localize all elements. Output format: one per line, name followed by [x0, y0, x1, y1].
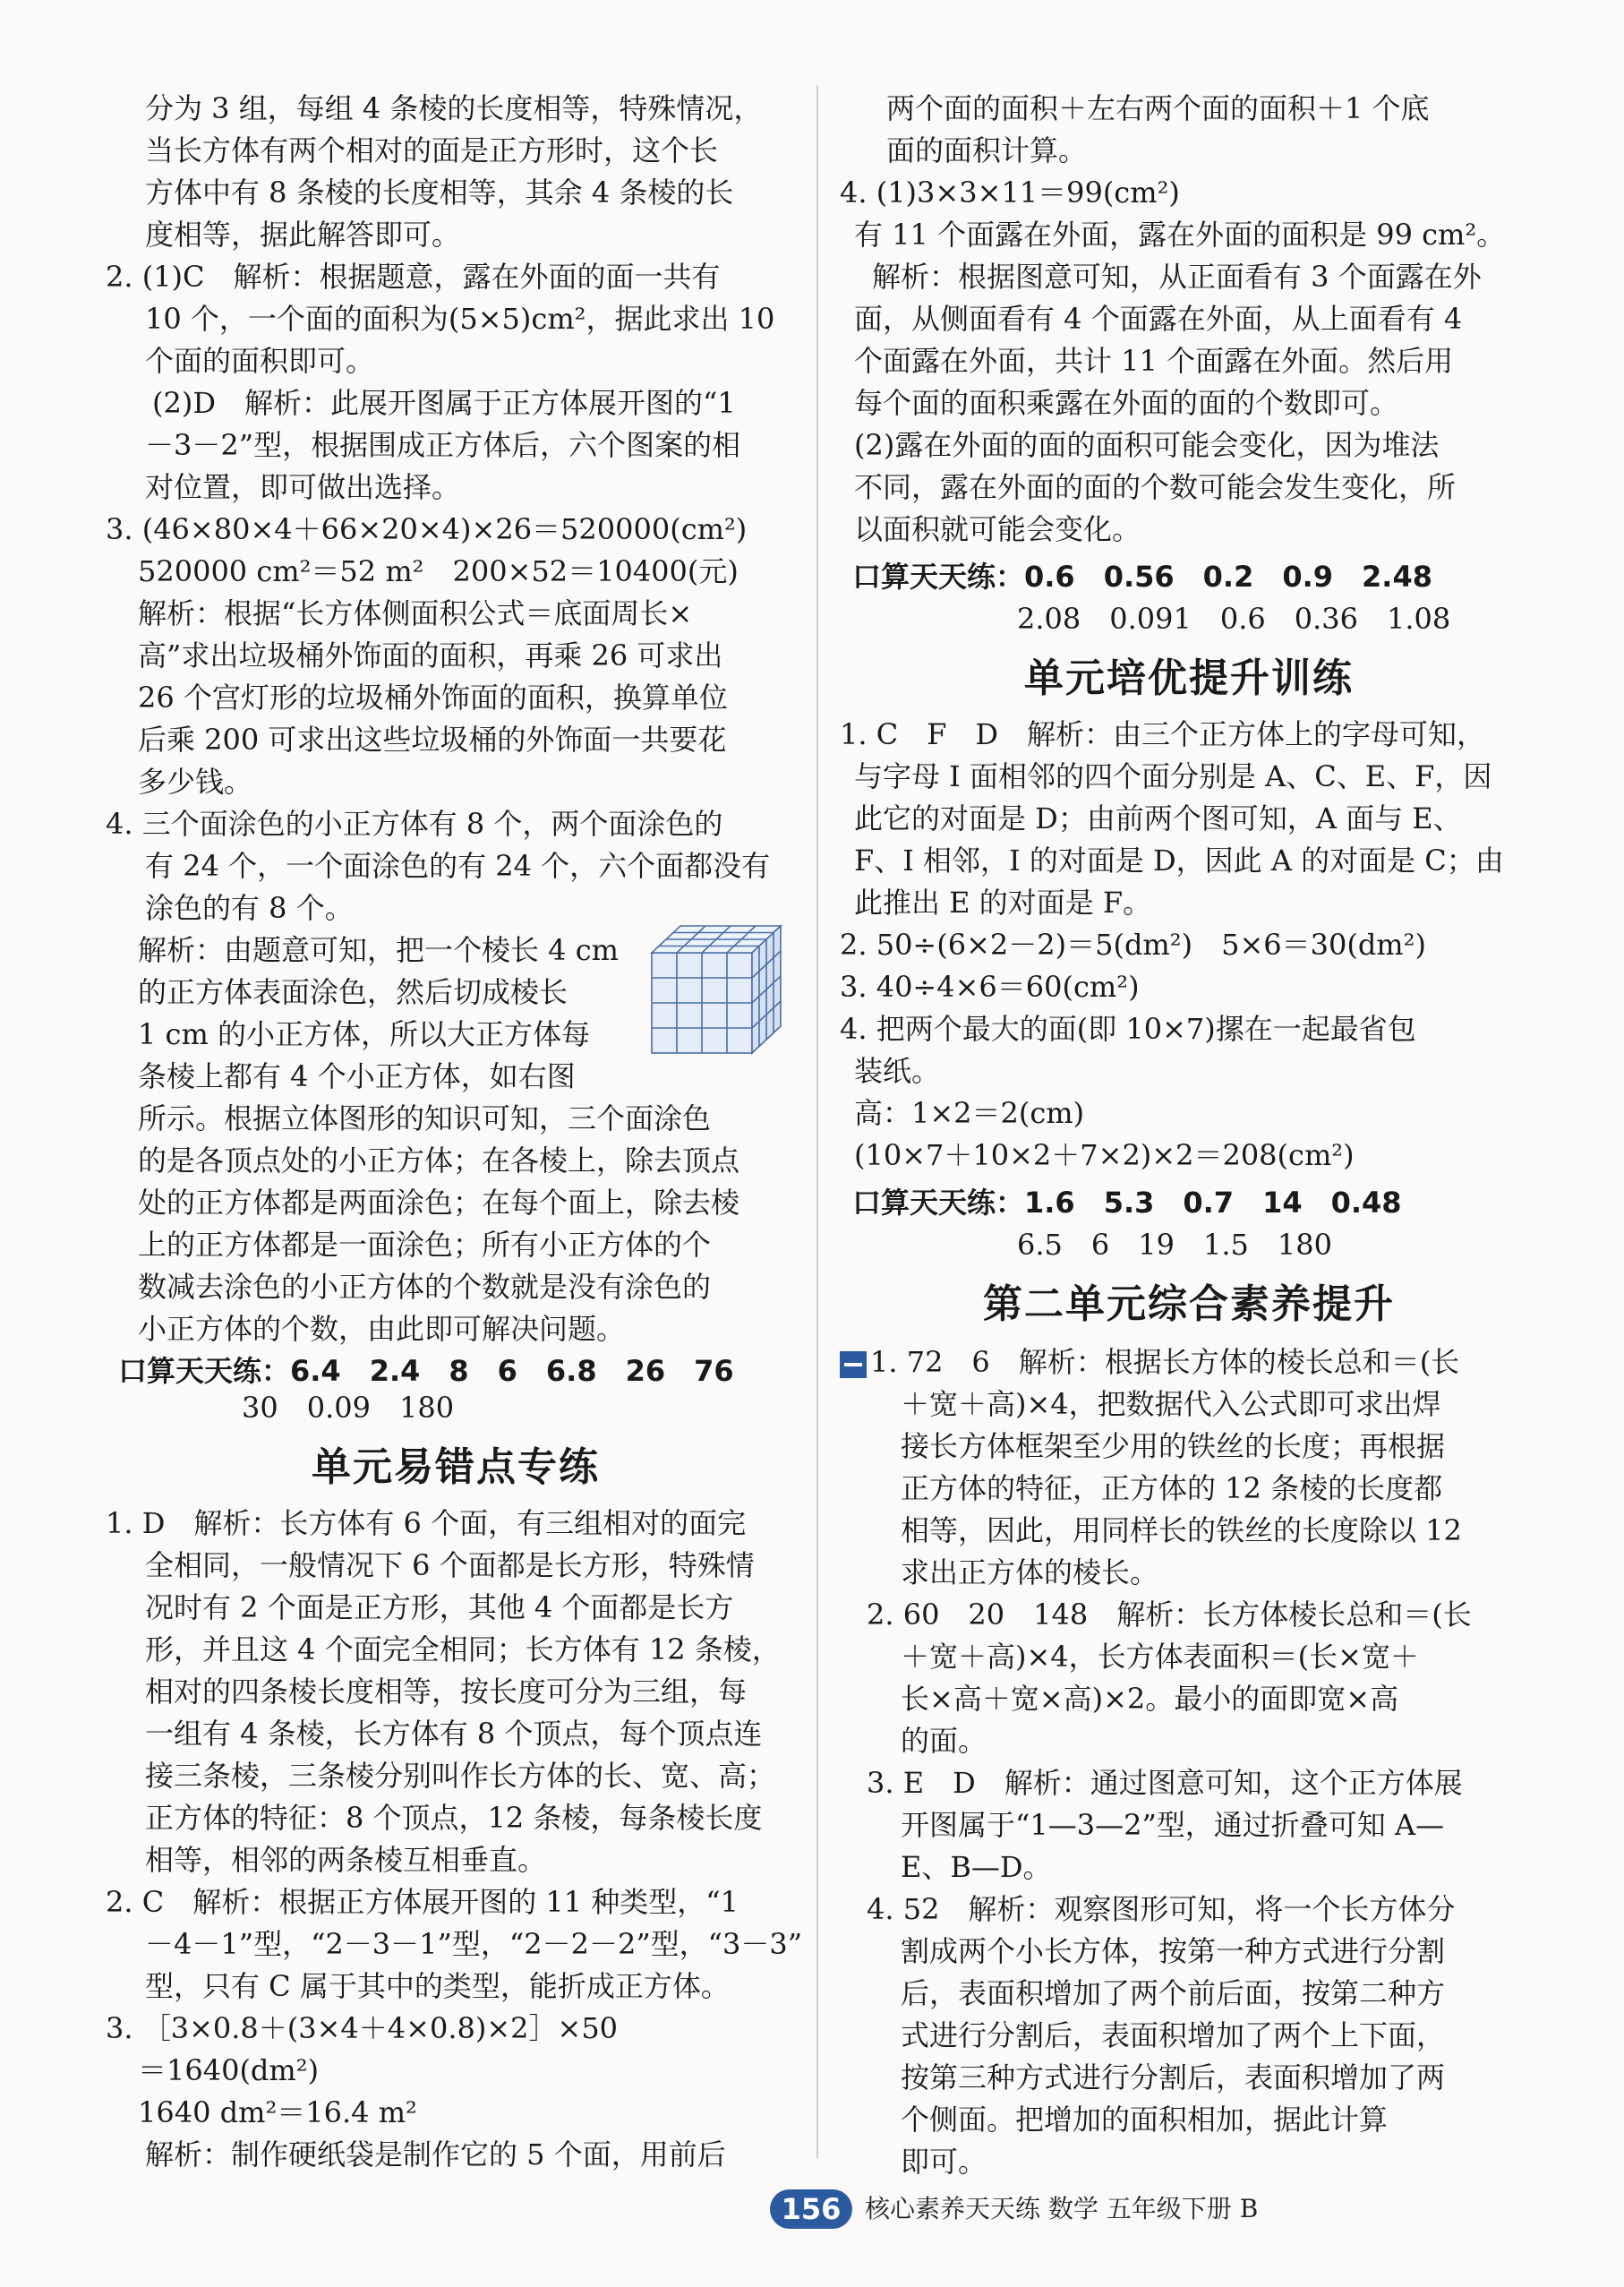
right-text-line: 后，表面积增加了两个前后面，按第二种方 — [901, 1976, 1446, 2010]
right-text-line: 2. 50÷(6×2－2)＝5(dm²) 5×6＝30(dm²) — [840, 928, 1426, 962]
right-text-line: 个侧面。把增加的面积相加，据此计算 — [901, 2103, 1389, 2137]
right-text-line: F、I 相邻，I 的对面是 D，因此 A 的对面是 C；由 — [854, 844, 1504, 878]
right-text-line: 1. C F D 解析：由三个正方体上的字母可知， — [840, 717, 1486, 751]
right-text-line: 不同，露在外面的面的个数可能会发生变化，所 — [854, 470, 1457, 504]
left-text-line: 接三条棱，三条棱分别叫作长方体的长、宽、高； — [145, 1759, 776, 1793]
left-text-line: 况时有 2 个面是正方形，其他 4 个面都是长方 — [145, 1590, 734, 1624]
right-text-line: 3. E D 解析：通过图意可知，这个正方体展 — [867, 1766, 1463, 1800]
right-text-line: 以面积就可能会变化。 — [854, 512, 1141, 546]
left-text-line: 分为 3 组，每组 4 条棱的长度相等，特殊情况， — [145, 91, 763, 125]
right-section-heading: 第二单元综合素养提升 — [983, 1281, 1395, 1327]
right-text-line: 两个面的面积＋左右两个面的面积＋1 个底 — [886, 91, 1430, 125]
right-column — [840, 88, 1538, 2183]
page-number: 156 — [770, 2189, 852, 2229]
left-text-line: 形，并且这 4 个面完全相同；长方体有 12 条棱， — [145, 1632, 781, 1666]
right-text-line: ＋宽＋高)×4，把数据代入公式即可求出焊 — [901, 1387, 1441, 1421]
right-text-line: 面，从侧面看有 4 个面露在外面，从上面看有 4 — [854, 302, 1463, 336]
left-text-line: 解析：根据“长方体侧面积公式＝底面周长× — [138, 596, 693, 630]
left-text-line: 3. ［3×0.8＋(3×4＋4×0.8)×2］×50 — [106, 2011, 619, 2045]
left-text-line: 高”求出垃圾桶外饰面的面积，再乘 26 可求出 — [138, 638, 723, 672]
left-text-line: －3－2”型，根据围成正方体后，六个图案的相 — [145, 428, 741, 462]
left-text-line: 全相同，一般情况下 6 个面都是长方形，特殊情 — [145, 1548, 755, 1582]
right-text-line: 解析：根据图意可知，从正面看有 3 个面露在外 — [872, 260, 1482, 294]
right-text-line: 口算天天练：0.6 0.56 0.2 0.9 2.48 — [852, 560, 1432, 594]
right-text-line: ＋宽＋高)×4，长方体表面积＝(长×宽＋ — [901, 1640, 1419, 1674]
right-text-line: 有 11 个面露在外面，露在外面的面积是 99 cm²。 — [854, 218, 1506, 252]
right-text-line: 接长方体框架至少用的铁丝的长度；再根据 — [901, 1429, 1446, 1463]
right-text-line: 正方体的特征，正方体的 12 条棱的长度都 — [901, 1471, 1443, 1505]
left-text-line: 条棱上都有 4 个小正方体，如右图 — [138, 1059, 576, 1093]
right-text-line: E、B—D。 — [901, 1850, 1052, 1884]
right-text-line: 相等，因此，用同样长的铁丝的长度除以 12 — [901, 1513, 1462, 1547]
left-text-line: 上的正方体都是一面涂色；所有小正方体的个 — [138, 1228, 712, 1262]
section-marker-icon — [840, 1351, 867, 1378]
left-text-line: 1. D 解析：长方体有 6 个面，有三组相对的面完 — [106, 1506, 747, 1540]
right-text-line: (10×7＋10×2＋7×2)×2＝208(cm²) — [854, 1138, 1355, 1172]
left-text-line: 的是各顶点处的小正方体；在各棱上，除去顶点 — [138, 1144, 740, 1178]
left-text-line: 3. (46×80×4＋66×20×4)×26＝520000(cm²) — [106, 512, 748, 546]
left-text-line: 520000 cm²＝52 m² 200×52＝10400(元) — [138, 554, 739, 588]
left-text-line: 当长方体有两个相对的面是正方形时，这个长 — [145, 133, 719, 167]
right-text-line: 割成两个小长方体，按第一种方式进行分割 — [901, 1934, 1446, 1968]
left-text-line: 相等，相邻的两条棱互相垂直。 — [145, 1843, 547, 1877]
left-text-line: 所示。根据立体图形的知识可知，三个面涂色 — [138, 1101, 712, 1135]
right-text-line: 求出正方体的棱长。 — [901, 1555, 1159, 1589]
left-text-line: 后乘 200 可求出这些垃圾桶的外饰面一共要花 — [138, 723, 727, 757]
left-text-line: 个面的面积即可。 — [145, 344, 375, 378]
right-text-line: 高：1×2＝2(cm) — [854, 1096, 1085, 1130]
right-text-line: 开图属于“1—3—2”型，通过折叠可知 A— — [901, 1808, 1445, 1842]
right-text-line: 1. 72 6 解析：根据长方体的棱长总和＝(长 — [840, 1341, 1538, 1383]
right-text-line: 4. 52 解析：观察图形可知，将一个长方体分 — [867, 1892, 1456, 1926]
right-text-line: 3. 40÷4×6＝60(cm²) — [840, 970, 1140, 1004]
left-text-line: 26 个宫灯形的垃圾桶外饰面的面积，换算单位 — [138, 681, 728, 715]
left-text-line: 1 cm 的小正方体，所以大正方体每 — [138, 1017, 590, 1051]
left-text-line: 方体中有 8 条棱的长度相等，其余 4 条棱的长 — [145, 176, 734, 210]
right-text-line: 4. (1)3×3×11＝99(cm²) — [840, 176, 1180, 210]
left-text-line: －4－1”型，“2－3－1”型，“2－2－2”型，“3－3” — [145, 1927, 803, 1961]
left-text-line: 有 24 个，一个面涂色的有 24 个，六个面都没有 — [145, 849, 771, 883]
right-text-line: 2. 60 20 148 解析：长方体棱长总和＝(长 — [867, 1597, 1472, 1632]
left-text-line: 正方体的特征：8 个顶点，12 条棱，每条棱长度 — [145, 1801, 763, 1835]
right-text-line: 即可。 — [901, 2145, 987, 2179]
left-text-line: 10 个，一个面的面积为(5×5)cm²，据此求出 10 — [145, 302, 775, 336]
left-text-line: 度相等，据此解答即可。 — [145, 218, 461, 252]
left-text-line: 口算天天练：6.4 2.4 8 6 6.8 26 76 — [118, 1354, 734, 1388]
book-title: 核心素养天天练 数学 五年级下册 B — [865, 2194, 1259, 2223]
left-text-line: (2)D 解析：此展开图属于正方体展开图的“1 — [152, 386, 736, 420]
left-section-heading: 单元易错点专练 — [312, 1444, 600, 1490]
left-text-line: 多少钱。 — [138, 765, 253, 799]
right-text-line: 每个面的面积乘露在外面的面的个数即可。 — [854, 386, 1399, 420]
left-text-line: ＝1640(dm²) — [138, 2053, 320, 2087]
left-text-line: 小正方体的个数，由此即可解决问题。 — [138, 1312, 626, 1346]
left-text-line: 型，只有 C 属于其中的类型，能折成正方体。 — [145, 1969, 730, 2003]
right-text-line: 按第三种方式进行分割后，表面积增加了两 — [901, 2060, 1446, 2094]
right-text-line: 式进行分割后，表面积增加了两个上下面， — [901, 2018, 1446, 2052]
right-text-line: 此推出 E 的对面是 F。 — [854, 886, 1152, 920]
column-divider — [816, 85, 818, 2158]
right-section-heading: 单元培优提升训练 — [1024, 655, 1354, 701]
left-text-line: 解析：由题意可知，把一个棱长 4 cm — [138, 933, 619, 967]
right-text-line: 面的面积计算。 — [886, 133, 1088, 167]
right-text-line: 与字母 I 面相邻的四个面分别是 A、C、E、F，因 — [854, 759, 1492, 793]
right-text-line: 长×高＋宽×高)×2。最小的面即宽×高 — [901, 1682, 1399, 1716]
left-text-line: 涂色的有 8 个。 — [145, 891, 354, 925]
right-text-line: 4. 把两个最大的面(即 10×7)摞在一起最省包 — [840, 1012, 1416, 1046]
left-text-line: 对位置，即可做出选择。 — [145, 470, 461, 504]
left-text-line: 1640 dm²＝16.4 m² — [138, 2095, 417, 2129]
left-text-line: 30 0.09 180 — [242, 1391, 455, 1425]
right-text-line: 的面。 — [901, 1724, 987, 1758]
left-text-line: 2. C 解析：根据正方体展开图的 11 种类型，“1 — [106, 1885, 739, 1919]
right-text-line: 此它的对面是 D；由前两个图可知，A 面与 E、 — [854, 801, 1462, 835]
right-text-line: 2.08 0.091 0.6 0.36 1.08 — [1017, 602, 1451, 636]
left-text-line: 2. (1)C 解析：根据题意，露在外面的面一共有 — [106, 260, 721, 294]
left-text-line: 一组有 4 条棱，长方体有 8 个顶点，每个顶点连 — [145, 1717, 763, 1751]
left-text-line: 的正方体表面涂色，然后切成棱长 — [138, 975, 568, 1009]
right-text-line: (2)露在外面的面的面积可能会变化，因为堆法 — [854, 428, 1440, 462]
right-text-line: 个面露在外面，共计 11 个面露在外面。然后用 — [854, 344, 1454, 378]
left-column — [106, 88, 806, 2176]
left-text-line: 相对的四条棱长度相等，按长度可分为三组，每 — [145, 1675, 748, 1709]
left-text-line: 处的正方体都是两面涂色；在每个面上，除去棱 — [138, 1186, 740, 1220]
right-text-line: 口算天天练：1.6 5.3 0.7 14 0.48 — [852, 1186, 1402, 1220]
cube-grid-figure — [643, 921, 793, 1057]
left-text-line: 解析：制作硬纸袋是制作它的 5 个面，用前后 — [145, 2137, 726, 2171]
left-text-line: 数减去涂色的小正方体的个数就是没有涂色的 — [138, 1270, 712, 1304]
left-text-line: 4. 三个面涂色的小正方体有 8 个，两个面涂色的 — [106, 807, 723, 841]
right-text-line: 6.5 6 19 1.5 180 — [1017, 1228, 1332, 1262]
right-text-line: 装纸。 — [854, 1054, 941, 1088]
